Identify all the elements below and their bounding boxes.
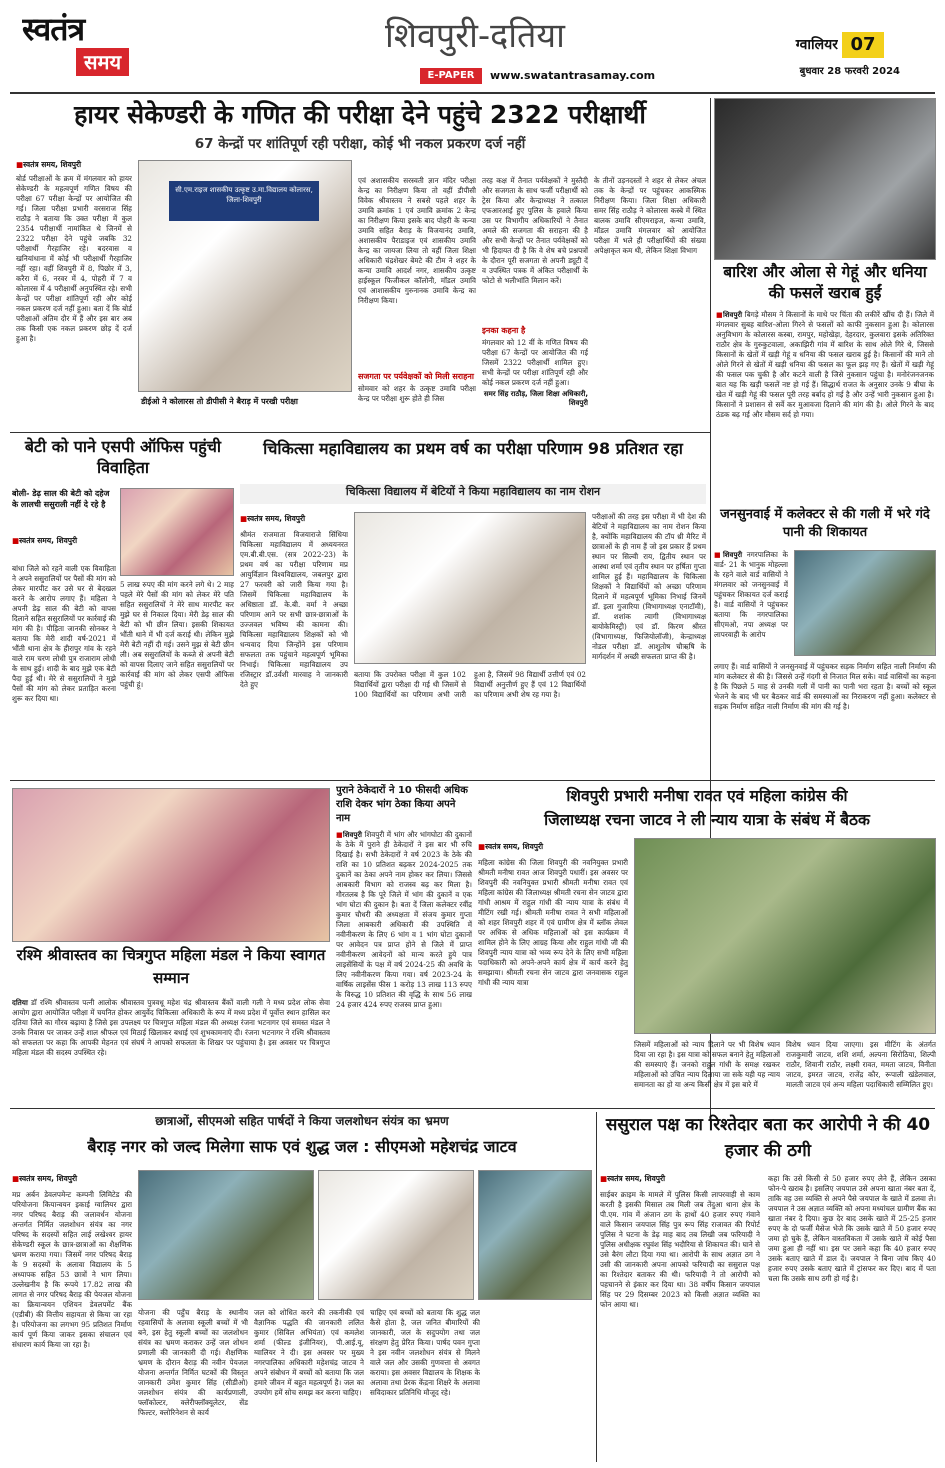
story-exam-col2: एवं अशासकीय सरस्वती ज्ञान मंदिर परीक्षा केन्द्र का निरीक्षण किया तो वहीं डीपीसी विवेक श्रीवास्तव ने सबसे पहले शहर के उमावि क्रमांक 1 एवं उमावि क्रमांक 2 केन्द्र का निरीक्षण किया इसके बाद पोहरी के कन्या उमावि सहित बैराड़ के विजयानंद उमावि, अशासकीय पैराडाइज एवं शासकीय उमावि केन्द्र का जायजा लिया तो वहीं जिला शिक्षा अधिकारी चंद्रशेखर बेमटे की टीम ने शहर के कन्या उमावि आदर्श नगर, शासकीय उत्कृष्ट हाईस्कूल फिजीकल कॉलोनी, मॉडल उमावि एवं आशासकीय गुरुनानक उमावि केन्द्र का निरीक्षण किया।	[358, 176, 476, 305]
story-hail-text: बिगड़े मौसम ने किसानों के माथे पर चिंता की लकीरें खींच दी हैं। जिले में मंगलवार सुबह बारिश-ओला गिरने से फसलों को काफी नुकसान हुआ है। कोलारस अनुविभाग के कोलारस कस्बा, रामपुर, महोखेड़ा, देहरदार, कुलवारा इसके अतिरिक्त राठौर क्षेत्र के गुरुकुटवाला, अकाझिरी गांव में बारिश के साथ ओले गिरे थे, जिससे किसानों के खेतों में खड़ी गेहूं व धनिया की फसल खराब हुई है। किसानों की माने तो ओले गिरने से खेतों में खड़ी धनिया की फसल का फूल झड़ गए हैं। खेतों में खड़ी गेहूं की फसल पक चुकी है और कटने वाली है जिसे नुकसान पहुंचा है। मनोरंजनजनक बात यह कि खड़ी फसलें नष्ट हो गई हैं। सिद्धार्थ राजत के अनुसार उनके 9 बीघा के खेत में खड़ी गेहूं की फसल पूरी तरह बर्बाद हो गई है और उन्हें भारी नुकसान हुआ है। किसानों ने प्रशासन से सर्वे कर मुआवजा दिलाने की मांग की है। ओले गिरने के बाद ठंडक बढ़ गई और मौसम सर्द हो गया।	[716, 310, 934, 419]
issue-date: बुधवार 28 फरवरी 2024	[799, 66, 900, 77]
story-fraud-byline: ■ स्वतंत्र समय, शिवपुरी	[600, 1174, 760, 1184]
story-congress-col1: महिला कांग्रेस की जिला शिवपुरी की नवनियुक्त प्रभारी श्रीमती मनीषा रावत आज शिवपुरी पधारीं। इस अवसर पर शिवपुरी की नवनियुक्त प्रभारी श्रीमती मनीषा रावत एवं महिला कांग्रेस की जिलाध्यक्ष श्रीमती रचना सेन जाटव द्वारा गांधी आश्रम में राहुल गांधी की न्याय यात्रा के संबंध में मीटिंग रखी गई। श्रीमती मनीषा रावत ने सभी महिलाओं को शहर शिवपुरी शहर में एवं ग्रामीण क्षेत्र में ब्लॉक लेवल पर अधिक से अधिक महिलाओं को इस कार्यक्रम में शामिल होने के लिए आग्रह किया और राहुल गांधी जी की शिवपुरी न्याय यात्रा को भव्य रूप देने के लिए सभी महिला पदाधिकारी को अपने-अपने कार्य क्षेत्र में कार्य करने हेतु समझाया। श्रीमती रचना सेन जाटव द्वारा जनवासक राहुल गांधी की न्याय यात्रा	[478, 858, 628, 987]
story-exam-col5-wrap	[482, 322, 588, 430]
story-mandal-body	[12, 998, 330, 1104]
story-water-col3: जल को शोधित करने की तकनीकी एवं वैज्ञानिक पद्धति की जानकारी ललित कुमार (सिविल अभियंता) एवं कमलेश शर्मा (फील्ड इंजीनियर), पी.आई.यू, ग्वालियर ने दी। इस अवसर पर मुख्य नगरपालिका अधिकारी महेशचंद्र जाटव ने अपने संबोधन में बच्चों को बताया कि जल हमारे जीवन में बहुत महत्वपूर्ण है। जल का उपयोग हमें सोच समझ कर करना चाहिए।	[254, 1308, 364, 1397]
story-bride-byline: ■ स्वतंत्र समय, शिवपुरी	[12, 536, 116, 546]
story-mandal-text: डॉ रश्मि श्रीवास्तव पत्नी आलोक श्रीवास्तव पुत्रवधू महेश चंद्र श्रीवास्तव बैंकों वाली गली ने मध्य प्रदेश लोक सेवा आयोग द्वारा आयोजित परीक्षा में चयनित होकर आयुर्वेद चिकित्सा अधिकारी के रूप में मध्य प्रदेश में पूर्वोत्त स्थान हासिल कर दतिया जिले का गौरव बढ़ाया है जिसे इस उपलक्ष्य पर चित्रगुप्त महिला मंडल की अध्यक्ष रंजना भटनागर एवं समस्त मंडल ने उनके निवास पर जाकर उन्हें शाल श्रीफल एवं मिठाई खिलाकर बधाई एवं शुभकामनाएं दी। रंजना भटनागर ने रश्मि श्रीवास्तव को सफलता पर कहा कि आपकी मेहनत एवं संघर्ष ने आपको सफलता के शिखर पर पहुंचाया है। इस अवसर पर चित्रगुप्त महिला मंडल की सदस्य उपस्थित रहे।	[12, 998, 330, 1057]
story-water-photo-2	[318, 1170, 474, 1300]
masthead-divider	[10, 92, 935, 94]
story-complaint-headline: जनसुनवाई में कलेक्टर से की गली में भरे गंदे पानी की शिकायत	[720, 507, 930, 540]
story-bhang-headline: पुराने ठेकेदारों ने 10 फीसदी अधिक राशि देकर भांग ठेका किया अपने नाम	[336, 785, 468, 824]
story-water-byline: ■ स्वतंत्र समय, शिवपुरी	[12, 1174, 142, 1184]
story-exam-col6: के तीनों उड़नदस्तों ने शहर से लेकर अंचल तक के केन्द्रों पर पहुंचकर आकस्मिक निरीक्षण किया। जिला शिक्षा अधिकारी समर सिंह राठौड़ ने कोलारस कस्बे में स्थित बालक उमावि सीएमराइज, कन्या उमावि, मॉडल उमावि मंगलवार को आयोजित परीक्षा में भले ही परीक्षार्थियों की संख्या अपेक्षाकृत कम थी, लेकिन शिक्षा विभाग	[594, 176, 706, 255]
story-complaint-byline: ■ शिवपुरी	[714, 551, 742, 559]
story-exam-photo	[138, 160, 352, 392]
story-complaint-col2: लगाए हैं। वार्ड वासियों ने जनसुनवाई में पहुंचकर सड़क निर्माण सहित नाली निर्माण की मांग कलेक्टर से की है। जिससे उन्हें गंदगी से निजात मिल सके। वार्ड वासियों का कहना है कि पिछले 5 माह से उनकी गली में पानी का पानी भरा रहता है। बच्चों को स्कूल भेजने के बाद भी घर बैठकर वार्ड की समस्याओं का निराकरण नहीं हुआ। कलेक्टर से सड़क निर्माण सहित नाली निर्माण की मांग की गई है।	[714, 662, 936, 711]
logo	[22, 10, 192, 82]
story-hail-byline: ■ शिवपुरी	[716, 311, 742, 319]
masthead	[0, 0, 945, 92]
story-medical-col3: परीक्षाओं की तरह इस परीक्षा में भी देश की बेटियों ने महाविद्यालय का नाम रोशन किया है, क्योंकि महाविद्यालय की टॉप थ्री मैरिट में छात्राओं के ही नाम हैं जो इस प्रकार हैं प्रथम स्थान पर सिल्वी राय, द्वितीय स्थान पर आस्था शर्मा एवं तृतीय स्थान पर हर्षिता गुप्ता शामिल हुई हैं। महाविद्यालय के चिकित्सा शिक्षकों ने विद्यार्थियों को अच्छा परिणाम दिलाने में महत्वपूर्ण भूमिका निभाई जिनमें डॉ. इला गुजारिया (विभागाध्यक्ष एनाटॉमी), डॉ. शशांक त्यागी (विभागाध्यक्ष बायोकेमिस्ट्री) एवं डॉ. किरण श्रीरत (विभागाध्यक्ष, फिजियोलॉजी), केन्द्राध्यक्ष नोडल परीक्षा डॉ. आशुतोष चौऋषि के मार्गदर्शन में अच्छी सफलता प्राप्त की है।	[592, 512, 706, 661]
story-water-photo-3	[478, 1170, 592, 1300]
story-complaint-photo	[794, 550, 936, 656]
story-exam-subhead: 67 केन्द्रों पर शांतिपूर्ण रही परीक्षा, कोई भी नकल प्रकरण दर्ज नहीं	[194, 136, 526, 152]
story-bhang-body	[336, 830, 472, 1102]
story-water-headline: बैराड़ नगर को जल्द मिलेगा साफ एवं शुद्ध जल : सीएमओ महेशचंद्र जाटव	[87, 1137, 517, 1156]
story-medical-col2: बताया कि उपरोक्त परीक्षा में कुल 102 विद्यार्थियों द्वारा परीक्षा दी गई थी जिसमें से 100 विद्यार्थियों का परिणाम अभी जारी हुआ है, जिसमें 98 विद्यार्थी उत्तीर्ण एवं 02 विद्यार्थी अनुत्तीर्ण हुए हैं एवं 12 विद्यार्थियों का परिणाम अभी शेष रह गया है।	[354, 670, 586, 699]
story-bride-headline: बेटी को पाने एसपी ऑफिस पहुंची विवाहिता	[24, 437, 222, 477]
story-hail-photo	[714, 98, 936, 260]
bottom-column-divider	[596, 1112, 597, 1462]
story-mandal-dateline: दतिया	[12, 998, 28, 1007]
story-fraud-headline: ससुराल पक्ष का रिश्तेदार बता कर आरोपी ने की 40 हजार की ठगी	[605, 1115, 931, 1161]
mid-divider-3	[10, 1108, 935, 1109]
story-medical-byline: ■ स्वतंत्र समय, शिवपुरी	[240, 514, 370, 524]
story-congress	[478, 784, 936, 1104]
story-fraud-col2: कहा कि उसे किसी से 50 हजार रुपए लेने हैं, लेकिन उसका फोन-पे खराब है। इसलिए जयपाल उसे अपना खाता नंबर बता दें, ताकि वह उस व्यक्ति से अपने पैसे जयपाल के खाते में डलवा ले। जयपाल ने उस अज्ञात व्यक्ति को अपना मध्यांचल ग्रामीण बैंक का खाता नंबर दे दिया। कुछ देर बाद उसके खाते में 25-25 हजार रुपए के दो फर्जी मैसेज भेजे कि उसके खाते में 50 हजार रुपए जमा हो चुके हैं, लेकिन वास्तविकता में उसके खाते में कोई पैसा जमा हुआ ही नहीं था। इस पर उसने कहा कि 40 हजार रुपए उसके बताए खाते में डाल दें। जयपाल ने बिना जांच किए 40 हजार रुपए उसके बताए खाते में ट्रांसफर कर दिए। बाद में पता चला कि उसके साथ ठगी हो गई है।	[768, 1174, 936, 1283]
story-water-col2: योजना की पहुँच बैराड़ के स्थानीय रहवासियों के अलावा स्कूली बच्चों में भी बने, इस हेतु स्कूली बच्चों का जलशोधन संयंत्र का भ्रमण कराकर उन्हें जल शोधन प्रणाली की जानकारी दी गई। शैक्षणिक भ्रमण के दौरान बैराड़ की नवीन पेयजल योजना अन्तर्गत निर्मित घटकों की विस्तृत जानकारी उमेश कुमार सिंह (सीडीओ) जलशोधन संयंत्र की कार्यप्रणाली, फ्लॉकोल्टर, क्लेरीफ्लॉक्यूलेटर, सेंड फिल्टर, क्लोरिनेशन से कार्य	[138, 1308, 248, 1417]
website-link[interactable]: www.swatantrasamay.com	[490, 69, 656, 82]
story-hail-body	[716, 310, 934, 500]
story-water-kicker: छात्राओं, सीएमओ सहित पार्षदों ने किया जलशोधन संयंत्र का भ्रमण	[155, 1114, 449, 1128]
logo-line1: स्वतंत्र	[22, 10, 85, 48]
story-water-col4: चाहिए एवं बच्चों को बताया कि शुद्ध जल कैसे होता है, जल जनित बीमारियों की जानकारी, जल के सदुपयोग तथा जल संरक्षण हेतु प्रेरित किया। पार्षद पवन गुप्ता ने इस नवीन जलशोधन संयंत्र से मिलने वाले जल और उसकी गुणवत्ता से अवगत कराया। इस अवसर विद्यालय के शिक्षक के अलावा तथा प्रेरक केंद्रना शिक्षरे के अलावा सविदाकार प्रतिनिधि मौजूद रहे।	[370, 1308, 480, 1397]
page-number: 07	[842, 32, 884, 58]
story-exam-byline: ■ स्वतंत्र समय, शिवपुरी	[16, 160, 146, 170]
mid-divider-1	[10, 432, 710, 433]
story-congress-col2: जिसमें महिलाओं को न्याय दिलाने पर भी विशेष ध्यान दिया जा रहा है। इस यात्रा को सफल बनाने हेतु महिलाओं की समस्याएं हैं। जनको राहुल गांधी के समक्ष रखकर महिलाओं को उचित न्याय दिलाया जा सके यही यह न्याय समानता का हो या अन्य किसी क्षेत्र में इस बारे में	[634, 1040, 780, 1089]
story-medical-subhead: चिकित्सा विद्यालय में बेटियों ने किया महाविद्यालय का नाम रोशन	[240, 484, 706, 504]
story-exam-col3: तरह कक्ष में तैनात पर्यवेक्षकों ने मुस्तैदी और सजगता के साथ फर्जी परीक्षार्थी को ट्रेस किया और केन्द्राध्यक्ष ने तत्काल एफआरआई हुए पुलिस के हवाले किया उस पर विभागीय अधिकारियों ने तैनात अमले की सजगता की सराहना की है और सभी केन्द्रों पर तैनात पर्यवेक्षकों को भी हिदायत दी है कि वे शेष बचे प्रश्नपत्रों के दौरान पूरी सजगता से अपनी ड्यूटी दें व उपस्थित पत्रक में अंकित परीक्षार्थी के फोटो से भलीभांति मिलान करें।	[482, 176, 588, 285]
story-mandal	[12, 784, 330, 1104]
logo-line2: समय	[76, 48, 129, 76]
story-congress-byline: ■ स्वतंत्र समय, शिवपुरी	[478, 842, 608, 852]
story-complaint-col1	[714, 550, 788, 660]
story-bhang-byline: ■ शिवपुरी	[336, 831, 362, 839]
story-exam-col5: मंगलवार को 12 वीं के गणित विषय की परीक्षा 67 केन्द्रों पर आयोजित की गई जिसमें 2322 परीक्षार्थी शामिल हुए। सभी केन्द्रों पर परीक्षा शांतिपूर्ण रही और कोई नकल प्रकरण दर्ज नहीं हुआ।	[482, 338, 588, 387]
story-mandal-headline: रश्मि श्रीवास्तव का चित्रगुप्त महिला मंडल ने किया स्वागत सम्मान	[16, 946, 326, 987]
story-exam	[12, 98, 708, 430]
story-fraud-col1: साईबर क्राइम के मामले में पुलिस किसी लापरवाही से काम करती है इसकी मिसाल तब मिली जब तेंदुआ थाना क्षेत्र के पी.एम. गांव में अंजान ठग के हाथों 40 हजार रुपए गंवाने वाले किसान जयपाल सिंह पुत्र रूप सिंह राजावत की रिपोर्ट पुलिस ने घटना के डेढ़ माह बाद तब लिखी जब फरियादी ने पुलिस अधीक्षक रघुवंश सिंह भदौरिया से शिकायत की। घाने से उसे बैरंग लौटा दिया गया था। आरोपी के साथ अज्ञात ठग ने उसी की जानकारी अपना आपको फरियादी का ससुराल पक्ष का रिश्तेदार बताकर की थी। फरियादी ने तो आरोपी को पहचानने से इंकार कर दिया था। 38 वर्षीय किसान जयपाल सिंह पर 29 दिसम्बर 2023 को किसी अज्ञात व्यक्ति का फोन आया था।	[600, 1190, 760, 1309]
story-exam-col5-subhead: इनका कहना है	[482, 326, 526, 335]
story-water-col1: मप्र अर्बन डेवलपमेन्ट कम्पनी लिमिटेड की परियोजना कियान्वयन इकाई ग्वालियर द्वारा नगर परिषद बैराड़ की जलावर्धन योजना अन्तर्गत निर्मित जलशोधन संयंत्र का नगर परिषद के सदस्यों सहित लाई लखेश्वर हायर सेकेण्डरी स्कूल के छात्र-छात्राओं का शैक्षणिक भ्रमण कराया गया। जिसमें नगर परिषद बैराड़ के 9 सदस्यों के अलावा विद्यालय के 5 अध्यापक सहित 53 छात्रों ने भाग लिया। उल्लेखनीय है कि रूपये 17.82 लाख की लागत से नगर परिषद बैराड़ की पेयजल योजना का क्रियान्वयन एशियन डेवलपमेंट बैंक (एडीबी) की वित्तीय सहायता से किया जा रहा है। परियोजना का लगभग 95 प्रतिशत निर्माण कार्य पूर्ण किया जाकर इसका संचालन एवं संधारण कार्य किया जा रहा है।	[12, 1190, 132, 1349]
story-bride-deck: बोली- डेढ़ साल की बेटी को दहेज के लालची ससुराली नहीं दे रहे है	[12, 489, 110, 509]
story-congress-col3: विशेष ध्यान दिया जाएगा। इस मीटिंग के अंतर्गत राजकुमारी जाटव, शशि शर्मा, अल्पना सिरोठिया, शिल्पी राठौर, शिवानी राठौर, लक्ष्मी रावत, ममता जाटव, विनीता जाटव, इमरत जाटव, राजेंद्र कौर, रूपाली खंडेलवाल, मालती जाटव एवं अन्य महिला पदाधिकारी सम्मिलित हुए।	[786, 1040, 936, 1089]
story-exam-col1: बोर्ड परीक्षाओं के क्रम में मंगलवार को हायर सेकेण्डरी के महत्वपूर्ण गणित विषय की परीक्षा 67 परीक्षा केन्द्रों पर आयोजित की गई। जिला परीक्षा प्रभारी वरसराज सिंह राठौड़ ने बताया कि उक्त परीक्षा में कुल 2354 परीक्षार्थी नामांकित थे जिनमें से 2322 परीक्षा देने पहुंचे जबकि 32 परीक्षार्थी गैरहाजिर रहे। बदरवास व खनियांधाना में कोई भी परीक्षार्थी गैरहाजिर नहीं रहा। वहीं शिवपुरी में 8, पिछोर में 3, करैरा में 6, नरवर में 4, पोहरी में 7 व कोलारस में 4 परीक्षार्थी अनुपस्थित रहे। सभी केन्द्रों पर परीक्षा शांतिपूर्ण रही और कोई नकल प्रकरण दर्ज नहीं हुआ। बता दें कि बोर्ड परीक्षाओं अंतिम दौर में हैं और इस बार अब तक किसी एक नकल प्रकरण छोड़ दें दर्ज हुआ है।	[16, 174, 132, 343]
story-medical-col1: श्रीमंत राजमाता विजयाराजे सिंधिया चिकित्सा महाविद्यालय में अध्ययनरत एम.बी.बी.एस. (सत्र 2022-23) के प्रथम वर्ष का परीक्षा परिणाम मप्र आयुर्विज्ञान विश्वविद्यालय, जबलपुर द्वारा 27 फरवरी को जारी किया गया है। जिसमें चिकित्सा महाविद्यालय के अधिष्ठाता डॉ. के.बी. वर्मा ने अच्छा परिणाम आने पर सभी छात्र-छात्राओं के उज्जवल भविष्य की कामना की। चिकित्सा महाविद्यालय शिक्षकों को भी धन्यवाद दिया जिन्होंने इस परिणाम सफलता तक पहुंचाने महत्वपूर्ण भूमिका निभाई। चिकित्सा महाविद्यालय उप रजिस्ट्रार डॉ.उर्वशी मारवाह ने जानकारी देते हुए	[240, 530, 348, 689]
story-exam-photo-caption: डीईओ ने कोलारस तो डीपीसी ने बैराड़ में परखी परीक्षा	[138, 394, 352, 424]
story-exam-col4-subhead: सजगता पर पर्यवेक्षकों को मिली सराहना	[358, 372, 474, 381]
story-exam-quote-by: समर सिंह राठौड़, जिला शिक्षा अधिकारी, शिवपुरी	[483, 390, 588, 407]
school-board-sign: सी.एम.राइज शासकीय उत्कृष्ट उ.मा.विद्यालय कोलारस, जिला-शिवपुरी	[169, 181, 319, 221]
story-congress-headline-2: जिलाध्यक्ष रचना जाटव ने ली न्याय यात्रा के संबंध में बैठक	[544, 811, 870, 829]
story-hail-headline: बारिश और ओला से गेहूं और धनिया की फसलें खराब हुईं	[723, 263, 927, 302]
story-bride	[12, 436, 234, 776]
story-mandal-photo	[12, 788, 330, 942]
story-complaint	[714, 506, 936, 776]
story-water	[12, 1112, 592, 1462]
story-bride-col1: बांधा जिले को रहने वाली एक विवाहिता ने अपने ससुरालियों पर पैसों की मांग को लेकर मारपीट कर उसे घर से बेदखल करने के आरोप लगाए हैं। महिला ने अपनी डेढ़ साल की बेटी को वापस दिलाने सहित ससुरालियों पर कार्रवाई की मांग की है। पीड़िता जानकी सोनकर ने बताया कि मेरी शादी वर्ष-2021 में भौंती थाना क्षेत्र के हीरापुर गांव के रहने वाले राम चरण लोधी पुत्र राजाराम लोधी के साथ हुई। शादी के बाद मुझे एक बेटी पैदा हुई थी। मेरे से ससुरालियों ने मुझे पैसों की मांग को लेकर प्रताड़ित करना शुरू कर दिया था।	[12, 564, 116, 703]
story-bride-col2: 5 लाख रुपए की मांग करने लगे थे। 2 माह पहले मेरे पैसों की मांग को लेकर मेरे पति सहित ससुरालियों ने मेरे साथ मारपीट कर मुझे घर से निकाल दिया। मेरी डेढ़ साल की बेटी को भी छीन लिया। इसकी शिकायत भौंती थाने में भी दर्ज कराई थी। लेकिन मुझे मेरी बेटी नहीं दी गई। उसने मुझ से बेटी छीन ली। अब ससुरालियों के कब्जे से अपनी बेटी को वापस दिलाए जाने सहित ससुरालियों पर कार्रवाई की मांग को लेकर एसपी ऑफिस पहुंची हूं।	[120, 580, 234, 689]
section-title: शिवपुरी-दतिया	[385, 16, 565, 56]
story-exam-headline: हायर सेकेण्डरी के गणित की परीक्षा देने पहुंचे 2322 परीक्षार्थी	[74, 100, 646, 129]
story-exam-col4: सोमवार को शहर के उत्कृष्ट उमावि परीक्षा केन्द्र पर परीक्षा शुरू होते ही जिस	[358, 384, 476, 403]
edition-city: ग्वालियर	[795, 37, 838, 53]
story-congress-photo	[634, 838, 936, 1034]
story-fraud	[600, 1112, 936, 1462]
epaper-badge: E-PAPER	[420, 68, 482, 84]
story-bhang-text: शिवपुरी में भांग और भांगघोटा की दुकानों के ठेके में पुराने ही ठेकेदारों ने इस बार भी रुचि दिखाई है। सभी ठेकेदारों ने वर्ष 2023 के ठेके की राशि का 10 प्रतिशत बढ़कर 2024-2025 तक दुकानें का ठेका अपने नाम होकर कर लिया। जिससे आबकारी विभाग को राजस्व बढ़ कर मिला है। गौरतलब है कि पूरे जिले में भांग की दुकानें व एक भांग घोटा की दुकान है। बता दें जिला कलेक्टर रवींद्र कुमार चौधरी की अध्यक्षता में संजय कुमार गुप्ता जिला आबकारी अधिकारी की उपस्थिति में नवीनीकरण के लिए 6 भांग व 1 भांग घोटा दुकानों पर आवेदन पत्र प्राप्त होने से जिले में प्राप्त नवीनीकरण आवेदनों को मान्य करते हुये पात्र लाइसेंसियों के पक्ष में वर्ष 2024-25 की अवधि के लिए नवीनीकरण किया गया। वर्ष 2023-24 के वार्षिक लाइसेंस फीस 1 करोड़ 13 लाख 113 रुपए के विरुद्ध 10 प्रतिशत की वृद्धि के साथ 56 लाख 24 हजार 424 रुपए राजस्व प्राप्त हुआ।	[336, 830, 472, 1009]
story-bhang	[336, 784, 472, 1104]
story-medical	[240, 436, 706, 776]
story-complaint-col1-text: नगरपालिका के वार्ड- 21 के भानुक मोहल्ला के रहने वाले वार्ड वासियों ने मंगलवार को जनसुनवाई में पहुंचकर शिकायत दर्ज कराई है। वार्ड वासियों ने पहुंचकर बताया कि नगरपालिका सीएमओ, नपा अध्यक्ष पर लापरवाही के आरोप	[714, 550, 788, 639]
story-congress-headline-1: शिवपुरी प्रभारी मनीषा रावत एवं महिला कांग्रेस की	[566, 787, 848, 805]
story-water-photo-1	[138, 1170, 314, 1300]
story-hail	[714, 98, 936, 500]
story-medical-headline: चिकित्सा महाविद्यालय का प्रथम वर्ष का परीक्षा परिणाम 98 प्रतिशत रहा	[263, 439, 683, 458]
story-bride-photo	[120, 488, 234, 576]
story-medical-photo	[354, 512, 586, 664]
mid-divider-2	[10, 780, 935, 781]
story-exam-col4-wrap	[358, 368, 476, 430]
